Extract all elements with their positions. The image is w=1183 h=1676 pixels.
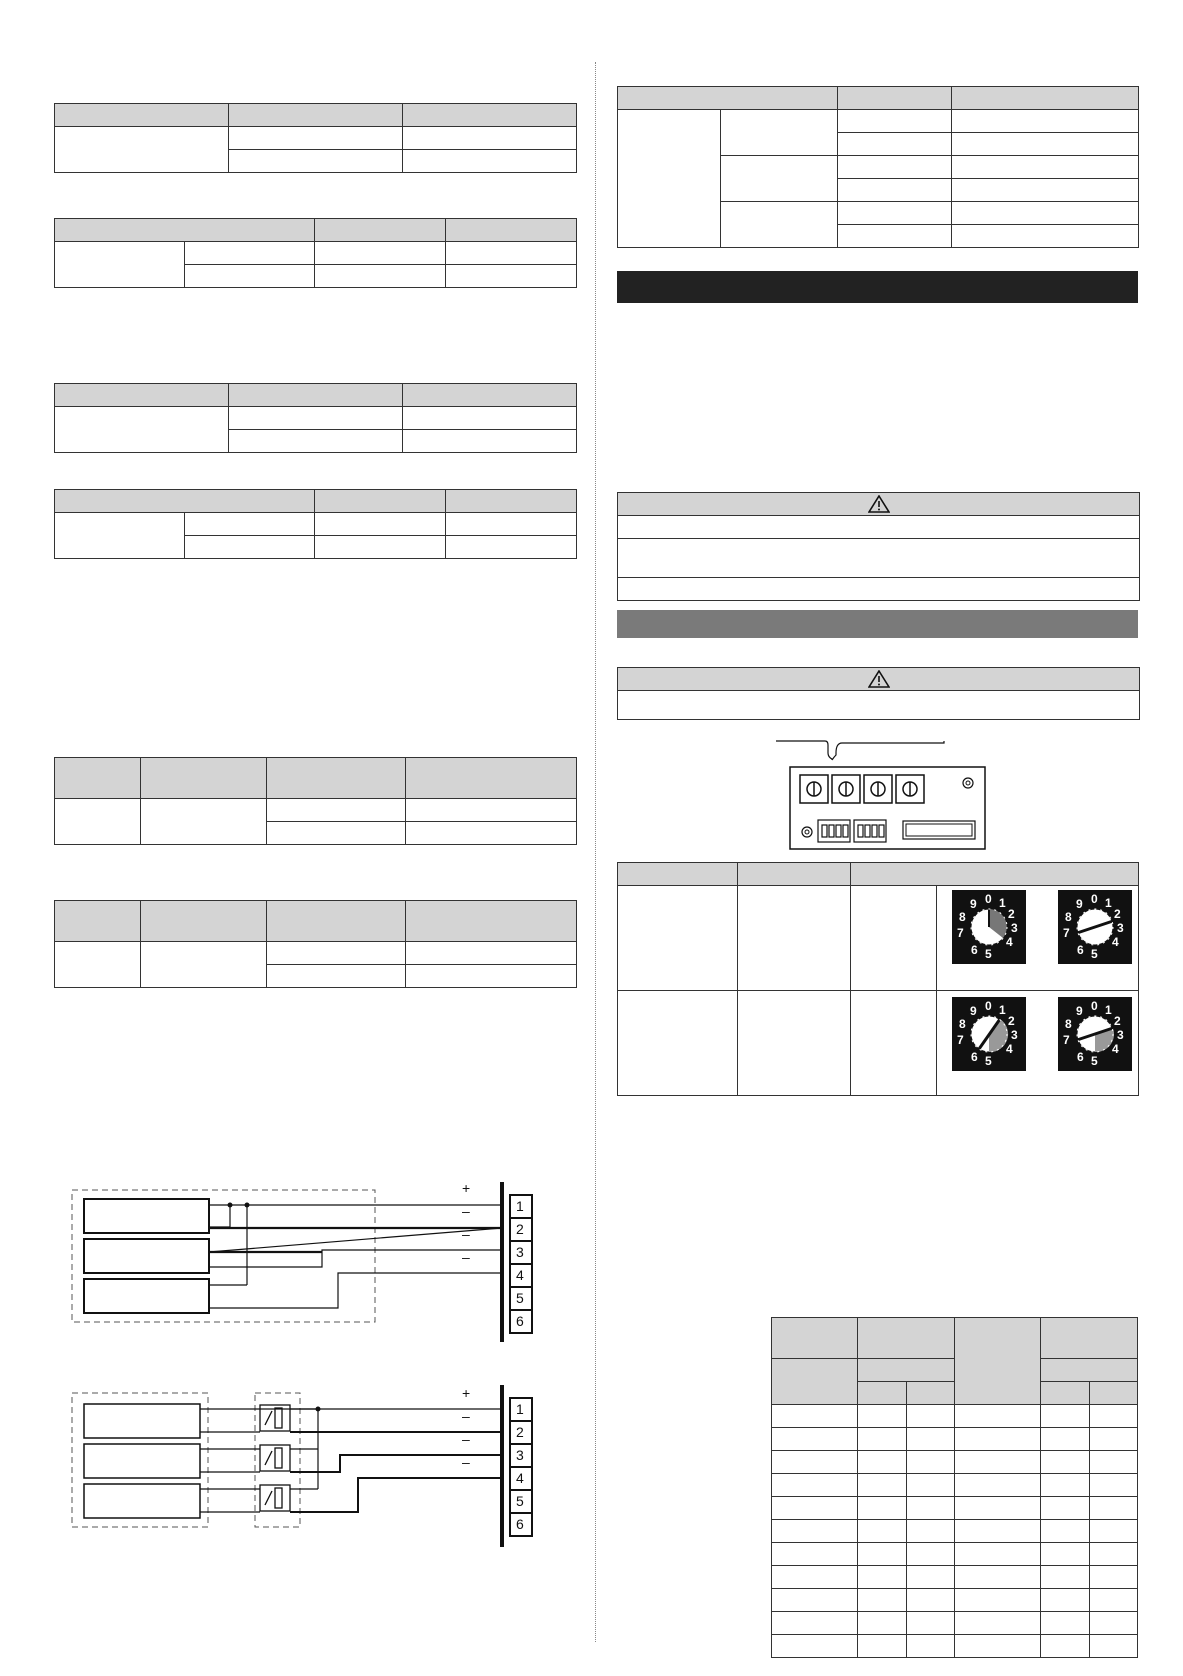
polarity-label: +	[462, 1180, 471, 1196]
address-table	[771, 1317, 1138, 1658]
warning-box-2	[617, 667, 1140, 720]
polarity-label: –	[462, 1431, 470, 1447]
dial-digits-2: 0 1 2 3 4 5 6 7 8 9	[1063, 892, 1124, 961]
dial-digits-1: 0 1 2 3 4 5 6 7 8 9	[957, 892, 1018, 961]
terminal-number: 5	[516, 1290, 524, 1306]
spec-table-1	[54, 103, 577, 173]
terminal-number: 3	[516, 1447, 524, 1463]
subsection-heading-bar	[617, 610, 1138, 638]
spec-table-2	[54, 218, 577, 288]
column-divider	[595, 62, 596, 1642]
spec-table-4	[54, 489, 577, 559]
device-box-3	[84, 1279, 209, 1313]
terminal-number: 1	[516, 1198, 524, 1214]
polarity-label: +	[462, 1385, 471, 1401]
spec-table-6	[54, 900, 577, 988]
device-front-panel	[770, 735, 990, 855]
dial-digits-4: 0 1 2 3 4 5 6 7 8 9	[1063, 999, 1124, 1068]
terminal-number: 6	[516, 1313, 524, 1329]
terminal-number: 3	[516, 1244, 524, 1260]
device-box-2	[84, 1239, 209, 1273]
polarity-label: –	[462, 1203, 470, 1219]
terminal-number: 1	[516, 1401, 524, 1417]
terminal-number: 4	[516, 1267, 524, 1283]
terminal-number: 4	[516, 1470, 524, 1486]
spec-table-7	[617, 86, 1139, 248]
section-heading-bar	[617, 271, 1138, 303]
terminal-number: 2	[516, 1221, 524, 1237]
device-box-1	[84, 1404, 200, 1438]
spec-table-5	[54, 757, 577, 845]
device-box-2	[84, 1444, 200, 1478]
warning-triangle-icon	[868, 495, 890, 513]
polarity-label: –	[462, 1408, 470, 1424]
dial-digits-3: 0 1 2 3 4 5 6 7 8 9	[957, 999, 1018, 1068]
trimmer-potentiometer-icon	[260, 1405, 290, 1511]
warning-triangle-icon	[868, 670, 890, 688]
terminal-number: 5	[516, 1493, 524, 1509]
spec-table-3	[54, 383, 577, 453]
device-box-3	[84, 1484, 200, 1518]
device-box-1	[84, 1199, 209, 1233]
terminal-number: 2	[516, 1424, 524, 1440]
polarity-label: –	[462, 1226, 470, 1242]
polarity-label: –	[462, 1454, 470, 1470]
terminal-number: 6	[516, 1516, 524, 1532]
polarity-label: –	[462, 1249, 470, 1265]
warning-box-1	[617, 492, 1140, 601]
